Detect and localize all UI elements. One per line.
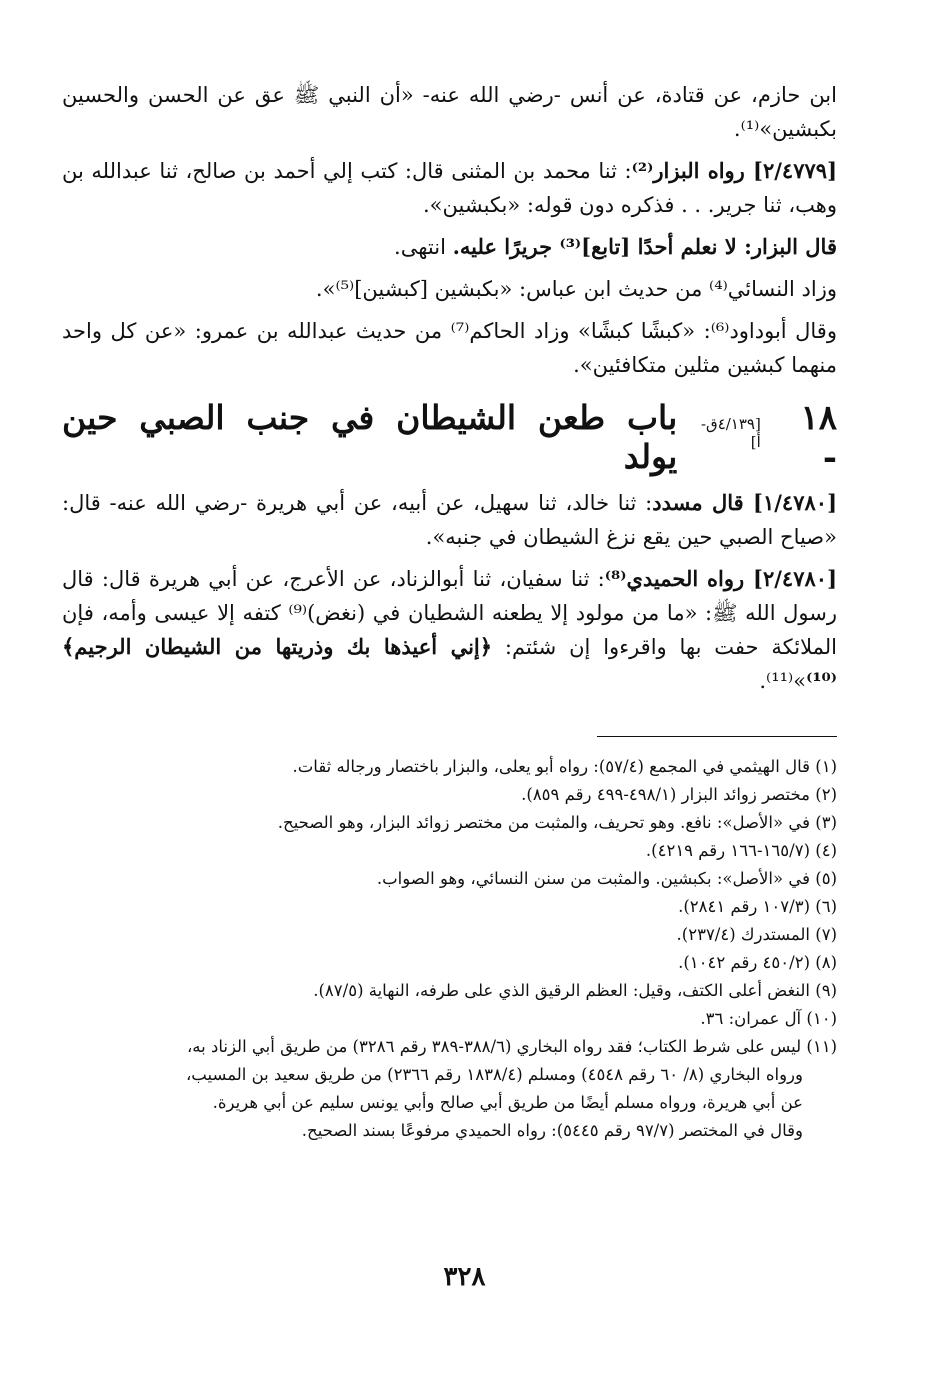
paragraph-3 [62,230,837,264]
paragraph-text: ابن حازم، عن قتادة، عن أنس -رضي الله عنه- «أن النبي ﷺ عق عن الحسن والحسين بكبشين»⁽¹⁾. [62,83,837,141]
footnote-divider [597,736,837,737]
paragraph-text: انتهى. [394,235,453,259]
footnote-11 [62,1033,837,1145]
hadith-reference: [١/٤٧٨٠] قال مسدد [652,490,837,515]
paragraph-7 [62,562,837,698]
footnote-11-line-3: عن أبي هريرة، ورواه مسلم أيضًا من طريق أبي صالح وأبي يونس سليم عن أبي هريرة. [212,1093,803,1112]
paragraph-text: وقال أبوداود⁽⁶⁾: «كبشًا كبشًا» وزاد الحاكم⁽⁷⁾ من حديث عبدالله بن عمرو: «عن كل واحد منهما كبشين مثلين متكافئين». [62,319,837,377]
paragraph-text: وزاد النسائي⁽⁴⁾ من حديث ابن عباس: «بكبشين [كبشين]⁽⁵⁾». [315,277,837,301]
footnote-11-line-4: وقال في المختصر (٩٧/٧ رقم ٥٤٤٥): رواه الحميدي مرفوعًا بسند الصحيح. [301,1121,803,1140]
footnotes [62,753,837,1145]
bazzar-statement: قال البزار: لا نعلم أحدًا [تابع]⁽³⁾ جريرًا عليه. [452,234,837,259]
footnote-10: (١٠) آل عمران: ٣٦. [700,1009,837,1028]
paragraph-2 [62,154,837,222]
paragraph-4 [62,272,837,306]
paragraph-text: : ثنا خالد، ثنا سهيل، عن أبيه، عن أبي هريرة -رضي الله عنه- قال: «صياح الصبي حين يقع نزغ الشيطان في جنبه». [62,491,837,549]
paragraph-6 [62,486,837,554]
footnote-7: (٧) المستدرك (٢٣٧/٤). [676,925,837,944]
paragraph-1 [62,78,837,146]
footnote-6: (٦) (١٠٧/٣ رقم ٢٨٤١). [678,897,837,916]
footnote-1: (١) قال الهيثمي في المجمع (٥٧/٤): رواه أبو يعلى، والبزار باختصار ورجاله ثقات. [292,757,837,776]
page-number: ٣٢٨ [443,1262,486,1292]
footnote-11-first-line: (١١) ليس على شرط الكتاب؛ فقد رواه البخاري (٣٨٨/٦-٣٨٩ رقم ٣٢٨٦) من طريق أبي الزناد به، [186,1037,837,1056]
hadith-reference: [٢/٤٧٧٩] رواه البزار⁽²⁾ [631,158,837,183]
chapter-heading [62,398,837,478]
chapter-number: ١٨ - [800,398,837,478]
footnote-11-line-2: ورواه البخاري (٨/ ٦٠ رقم ٤٥٤٨) ومسلم (١٨٣٨/٤ رقم ٢٣٦٦) من طريق سعيد بن المسيب، [185,1065,803,1084]
page-body [62,78,837,1316]
paragraph-5 [62,314,837,382]
footnote-2: (٢) مختصر زوائد البزار (٤٩٨/١-٤٩٩ رقم ٨٥٩). [521,785,837,804]
quran-verse: ﴿إني أعيذها بك وذريتها من الشيطان الرجيم﴾⁽¹⁰⁾ [62,634,837,693]
footnote-5: (٥) في «الأصل»: بكبشين. والمثبت من سنن النسائي، وهو الصواب. [376,869,837,888]
footnote-8: (٨) (٤٥٠/٢ رقم ١٠٤٢). [678,953,837,972]
footnote-4: (٤) (١٦٥/٧-١٦٦ رقم ٤٢١٩). [645,841,837,860]
paragraph-text: : ثنا محمد بن المثنى قال: كتب إلي أحمد بن صالح، ثنا عبدالله بن وهب، ثنا جرير. . . فذكره دون قوله: «بكبشين». [62,159,837,217]
chapter-title: باب طعن الشيطان في جنب الصبي حين يولد [62,398,678,476]
hadith-reference: [٢/٤٧٨٠] رواه الحميدي⁽⁸⁾ [604,566,837,591]
paragraph-text-end: »⁽¹¹⁾. [759,669,807,693]
footnote-9: (٩) النغض أعلى الكتف، وقيل: العظم الرقيق الذي على طرفه، النهاية (٨٧/٥). [313,981,837,1000]
paragraph-text: : ثنا سفيان، ثنا أبوالزناد، عن الأعرج، عن أبي هريرة قال: قال رسول الله ﷺ: «ما من مولود إلا يطعنه الشطيان في (نغض)⁽⁹⁾ كتفه إلا عيسى وأمه، فإن الملائكة حفت بها واقرءوا إن شئتم: [62,567,837,659]
chapter-manuscript-ref: [٤/١٣٩ق-أ] [700,415,761,451]
footnote-3: (٣) في «الأصل»: نافع. وهو تحريف، والمثبت من مختصر زوائد البزار، وهو الصحيح. [277,813,837,832]
